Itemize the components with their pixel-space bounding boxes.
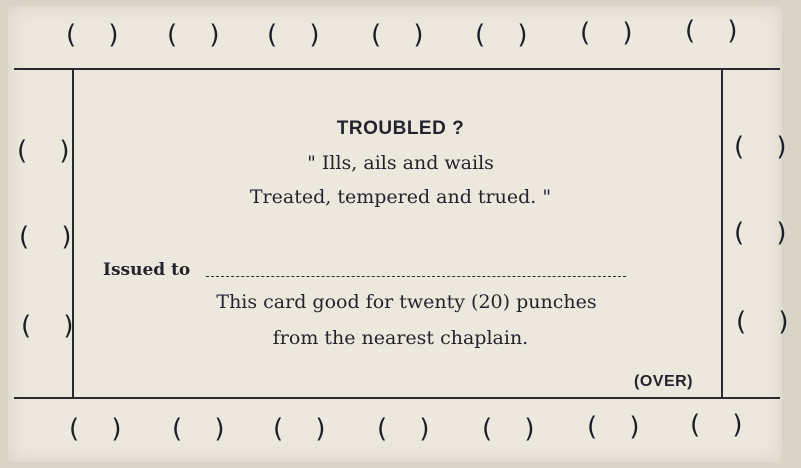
punch-mark[interactable]: ( ) bbox=[482, 414, 547, 444]
punch-mark[interactable]: ( ) bbox=[273, 414, 338, 444]
punch-mark[interactable]: ( ) bbox=[21, 311, 86, 341]
punch-mark[interactable]: ( ) bbox=[267, 20, 332, 50]
punch-mark[interactable]: ( ) bbox=[475, 20, 540, 50]
punch-mark[interactable]: ( ) bbox=[371, 20, 436, 50]
punch-mark[interactable]: ( ) bbox=[377, 414, 442, 444]
top-border-line bbox=[14, 68, 780, 70]
punch-mark[interactable]: ( ) bbox=[19, 222, 84, 252]
verse-line-2: Treated, tempered and trued. " bbox=[249, 186, 552, 208]
punch-mark[interactable]: ( ) bbox=[66, 20, 131, 50]
punch-card bbox=[8, 6, 782, 462]
bottom-border-line bbox=[14, 397, 780, 399]
body-line-2: from the nearest chaplain. bbox=[272, 327, 529, 349]
punch-mark[interactable]: ( ) bbox=[736, 307, 801, 337]
punch-mark[interactable]: ( ) bbox=[685, 16, 750, 46]
punch-mark[interactable]: ( ) bbox=[734, 218, 799, 248]
punch-mark[interactable]: ( ) bbox=[167, 20, 232, 50]
issued-to-label: Issued to bbox=[103, 260, 191, 280]
punch-mark[interactable]: ( ) bbox=[734, 132, 799, 162]
verse-line-1: " Ills, ails and wails bbox=[307, 152, 494, 174]
punch-mark[interactable]: ( ) bbox=[17, 136, 82, 166]
issued-to-field[interactable] bbox=[206, 276, 626, 277]
punch-mark[interactable]: ( ) bbox=[69, 414, 134, 444]
punch-mark[interactable]: ( ) bbox=[580, 18, 645, 48]
punch-mark[interactable]: ( ) bbox=[690, 410, 755, 440]
punch-mark[interactable]: ( ) bbox=[172, 414, 237, 444]
card-title: TROUBLED ? bbox=[336, 118, 465, 139]
punch-mark[interactable]: ( ) bbox=[587, 412, 652, 442]
body-line-1: This card good for twenty (20) punches bbox=[216, 291, 597, 313]
over-label: (OVER) bbox=[634, 373, 693, 390]
